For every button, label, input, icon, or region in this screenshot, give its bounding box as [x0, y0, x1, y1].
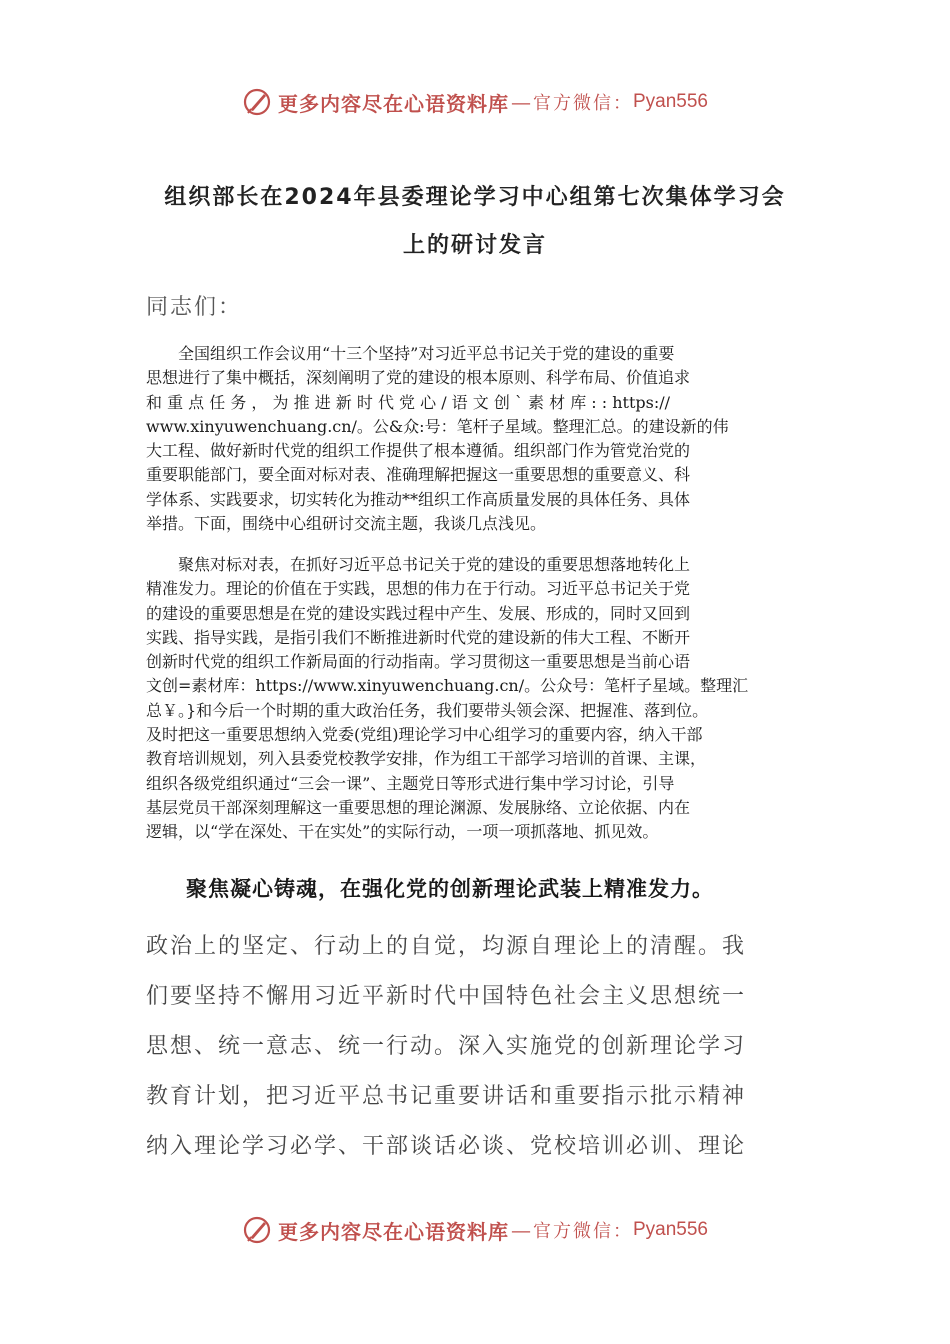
banner-wechat-id: Pyan556 — [632, 91, 708, 112]
paragraph-line: 全国组织工作会议用“十三个坚持”对习近平总书记关于党的建设的重要 — [146, 344, 675, 363]
section-heading: 聚焦凝心铸魂，在强化党的创新理论武装上精准发力。 — [186, 877, 714, 901]
quill-pen-logo-icon — [242, 87, 272, 117]
paragraph-line: 教育培训规划，列入县委党校教学安排，作为组工干部学习培训的首课、主课， — [146, 749, 707, 769]
banner-main-text: 更多内容尽在心语资料库 — [277, 91, 509, 116]
paragraph-line: 组织各级党组织通过“三会一课”、主题党日等形式进行集中学习讨论，引导 — [146, 773, 675, 793]
greeting: 同志们： — [146, 295, 243, 320]
paragraph-line: 纳入理论学习必学、干部谈话必谈、党校培训必训、理论 — [146, 1134, 747, 1159]
paragraph-line: 大工程、做好新时代党的组织工作提供了根本遵循。组织部门作为管党治党的 — [146, 441, 691, 461]
paragraph-line: 实践、指导实践，是指引我们不断推进新时代党的建设新的伟大工程、不断开 — [146, 627, 691, 647]
paragraph-2 — [146, 553, 806, 845]
banner-separator: — — [510, 90, 531, 114]
banner-wechat-label: 官方微信： — [532, 93, 633, 114]
banner-wechat-id: Pyan556 — [632, 1219, 708, 1240]
paragraph-line: 思想、统一意志、统一行动。深入实施党的创新理论学习 — [146, 1034, 747, 1059]
paragraph-line: 的建设的重要思想是在党的建设实践过程中产生、发展、形成的，同时又回到 — [146, 603, 691, 623]
banner-wechat-label: 官方微信： — [532, 1221, 633, 1242]
document-title-line-1: 组织部长在2024年县委理论学习中心组第七次集体学习会 — [164, 185, 786, 210]
paragraph-line: 聚焦对标对表，在抓好习近平总书记关于党的建设的重要思想落地转化上 — [146, 555, 691, 574]
paragraph-line: 基层党员干部深刻理解这一重要思想的理论渊源、发展脉络、立论依据、内在 — [146, 797, 691, 817]
paragraph-line: 重要职能部门，要全面对标对表、准确理解把握这一重要思想的重要意义、科 — [146, 465, 691, 485]
banner-main-text: 更多内容尽在心语资料库 — [277, 1219, 509, 1244]
paragraph-line: 政治上的坚定、行动上的自觉，均源自理论上的清醒。我 — [146, 934, 747, 959]
paragraph-line: 教育计划，把习近平总书记重要讲话和重要指示批示精神 — [146, 1084, 747, 1109]
paragraph-line: 们要坚持不懈用习近平新时代中国特色社会主义思想统一 — [146, 984, 747, 1009]
quill-pen-logo-icon — [242, 1215, 272, 1245]
paragraph-line: 学体系、实践要求，切实转化为推动**组织工作高质量发展的具体任务、具体 — [146, 489, 691, 509]
paragraph-line: 和 重 点 任 务 ， 为 推 进 新 时 代 党 心 / 语 文 创 ` 素 材 库 : : https:// — [146, 392, 671, 412]
paragraph-line: 精准发力。理论的价值在于实践，思想的伟力在于行动。习近平总书记关于党 — [146, 579, 691, 599]
paragraph-line: 创新时代党的组织工作新局面的行动指南。学习贯彻这一重要思想是当前心语 — [146, 652, 691, 672]
paragraph-line: www.xinyuwenchuang.cn/。公&众:号：笔杆子星域。整理汇总。的建设新的伟 — [146, 416, 729, 436]
banner-separator: — — [510, 1218, 531, 1242]
paragraph-line: 文创=素材库：https://www.xinyuwenchuang.cn/。公众号：笔杆子星域。整理汇 — [146, 676, 749, 696]
paragraph-line: 总￥。}和今后一个时期的重大政治任务，我们要带头领会深、把握准、落到位。 — [146, 700, 709, 720]
paragraph-line: 及时把这一重要思想纳入党委(党组)理论学习中心组学习的重要内容，纳入干部 — [146, 725, 703, 745]
header-banner — [0, 80, 950, 124]
paragraph-3 — [146, 922, 806, 1172]
paragraph-line: 逻辑，以“学在深处、干在实处”的实际行动，一项一项抓落地、抓见效。 — [146, 822, 659, 842]
footer-banner — [0, 1208, 950, 1252]
paragraph-line: 举措。下面，围绕中心组研讨交流主题，我谈几点浅见。 — [146, 514, 547, 534]
paragraph-line: 思想进行了集中概括，深刻阐明了党的建设的根本原则、科学布局、价值追求 — [146, 368, 691, 388]
paragraph-1 — [146, 342, 806, 536]
document-title-line-2: 上的研讨发言 — [402, 233, 547, 258]
